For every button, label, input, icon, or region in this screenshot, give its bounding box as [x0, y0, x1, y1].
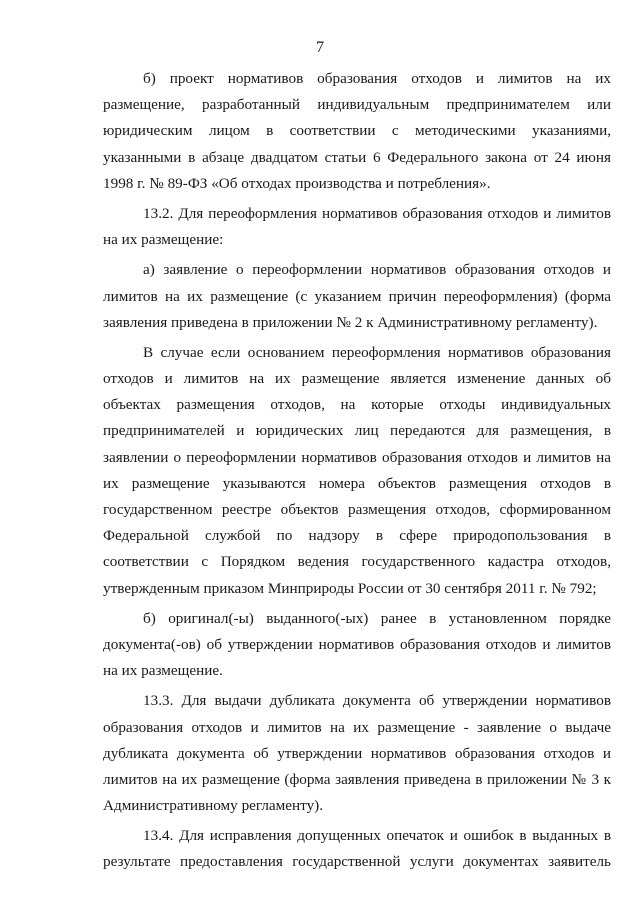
paragraph-line: Федеральной службой по надзору в сфере природопользования в — [103, 527, 611, 545]
paragraph-line: 13.3. Для выдачи дубликата документа об утверждении нормативов — [143, 692, 611, 710]
paragraph-line: образования отходов и лимитов на их размещение - заявление о выдаче — [103, 718, 611, 736]
page-number: 7 — [316, 39, 324, 56]
paragraph-line: дубликата документа об утверждении нормативов образования отходов и — [103, 744, 611, 762]
paragraph-line: объектах размещения отходов, на которые отходы индивидуальных — [103, 396, 611, 414]
paragraph-line: на их размещение: — [103, 231, 224, 249]
paragraph-line: б) проект нормативов образования отходов и лимитов на их — [143, 70, 611, 87]
paragraph-line: лимитов на их размещение (с указанием причин переоформления) (форма — [103, 287, 611, 305]
paragraph-line: юридическим лицом в соответствии с методическими указаниями, — [103, 122, 611, 140]
paragraph-line: результате предоставления государственной услуги документах заявитель — [103, 853, 611, 871]
document-body — [103, 66, 611, 876]
paragraph-line: лимитов на их размещение (форма заявления приведена в приложении № 3 к — [103, 770, 611, 788]
paragraph-line: б) оригинал(-ы) выданного(-ых) ранее в установленном порядке — [143, 609, 611, 627]
paragraph-line: указанными в абзаце двадцатом статьи 6 Федерального закона от 24 июня — [103, 148, 611, 166]
paragraph-line: размещение, разработанный индивидуальным предпринимателем или — [103, 96, 611, 114]
paragraph-line: предпринимателей и юридических лиц передаются для размещения, в — [103, 422, 611, 440]
paragraph-line: Административному регламенту). — [103, 797, 324, 815]
paragraph-line: заявлении о переоформлении нормативов образования отходов и лимитов на — [103, 448, 611, 466]
paragraph-line: их размещение указываются номера объектов размещения отходов в — [103, 474, 611, 492]
paragraph-line: заявления приведена в приложении № 2 к Административному регламенту). — [103, 313, 598, 331]
paragraph-line: 1998 г. № 89-ФЗ «Об отходах производства и потребления». — [103, 174, 491, 192]
paragraph-line: 13.2. Для переоформления нормативов образования отходов и лимитов — [143, 204, 611, 222]
paragraph-line: а) заявление о переоформлении нормативов образования отходов и — [143, 261, 611, 279]
paragraph-line: государственном реестре объектов размещения отходов, сформированном — [103, 501, 611, 518]
paragraph-line: на их размещение. — [103, 662, 223, 680]
paragraph-line: отходов и лимитов на их размещение является изменение данных об — [103, 370, 611, 388]
paragraph-line: 13.4. Для исправления допущенных опечаток и ошибок в выданных в — [143, 827, 611, 845]
paragraph-line: В случае если основанием переоформления нормативов образования — [143, 343, 611, 361]
paragraph-line: утвержденным приказом Минприроды России от 30 сентября 2011 г. № 792; — [103, 579, 597, 597]
paragraph-line: соответствии с Порядком ведения государственного кадастра отходов, — [103, 553, 611, 571]
paragraph-line: документа(-ов) об утверждении нормативов образования отходов и лимитов — [103, 635, 611, 653]
